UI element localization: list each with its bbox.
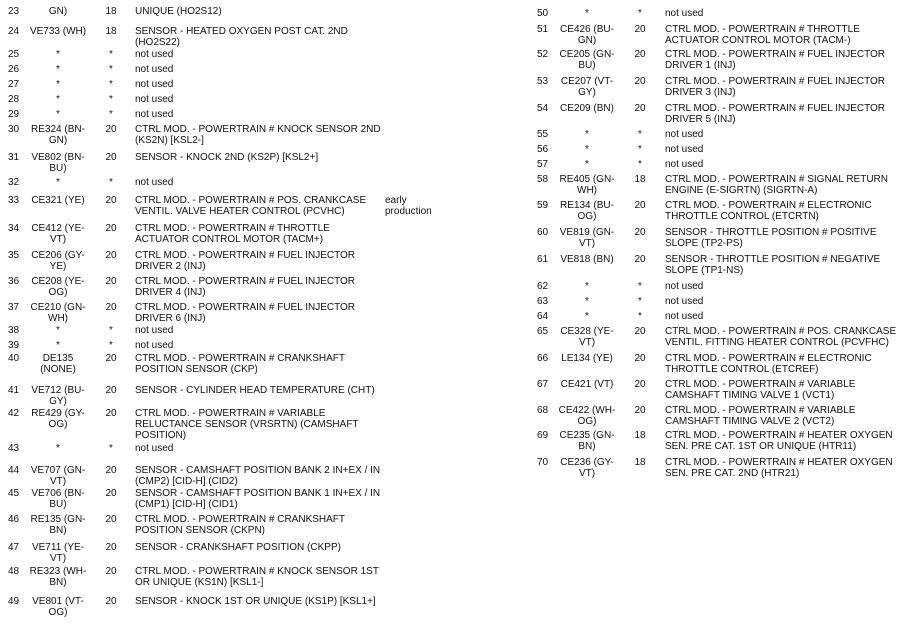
pin-description: SENSOR - THROTTLE POSITION # NEGATIVE SLOPE (TP1-NS) [665, 254, 881, 276]
pin-description: not used [665, 311, 704, 322]
pin-number: 55 [537, 129, 549, 140]
wire-id: * [56, 94, 60, 105]
pin-description: CTRL MOD. - POWERTRAIN # HEATER OXYGEN SEN. PRE CAT. 2ND (HTR21) [665, 457, 893, 479]
wire-gauge: 18 [634, 174, 646, 185]
pin-description: SENSOR - CAMSHAFT POSITION BANK 1 IN+EX / IN (CMP1) [CID-H] (CID1) [135, 488, 381, 510]
pin-description: SENSOR - THROTTLE POSITION # POSITIVE SLOPE (TP2-PS) [665, 227, 877, 249]
wire-gauge: * [638, 311, 642, 322]
wire-id: CE328 (YE-VT) [560, 326, 614, 348]
pin-description: CTRL MOD. - POWERTRAIN # KNOCK SENSOR 1ST OR UNIQUE (KS1N) [KSL1-] [135, 566, 379, 588]
pin-note: early production [385, 195, 432, 217]
wire-id: CE210 (GN-WH) [30, 302, 86, 324]
wire-id: RE324 (BN-GN) [31, 124, 85, 146]
pin-number: 62 [537, 281, 549, 292]
pin-description: CTRL MOD. - POWERTRAIN # FUEL INJECTOR DRIVER 6 (INJ) [135, 302, 356, 324]
pin-description: SENSOR - CYLINDER HEAD TEMPERATURE (CHT) [135, 385, 375, 396]
wire-gauge: * [109, 325, 113, 336]
pin-number: 60 [537, 227, 549, 238]
pin-number: 65 [537, 326, 549, 337]
pin-description: SENSOR - HEATED OXYGEN POST CAT. 2ND (HO2S22) [135, 26, 348, 48]
pin-description: CTRL MOD. - POWERTRAIN # FUEL INJECTOR DRIVER 3 (INJ) [665, 76, 886, 98]
wire-gauge: 20 [105, 250, 117, 261]
wire-id: CE321 (YE) [31, 195, 85, 206]
wire-gauge: 20 [105, 276, 117, 287]
wire-gauge: * [109, 79, 113, 90]
wire-gauge: 20 [105, 514, 117, 525]
wire-id: CE235 (GN-BN) [559, 430, 615, 452]
wire-id: CE209 (BN) [560, 103, 614, 114]
wire-gauge: 20 [634, 326, 646, 337]
pin-number: 46 [8, 514, 20, 525]
wire-id: * [585, 159, 589, 170]
wire-id: * [585, 296, 589, 307]
wire-gauge: 20 [105, 488, 117, 499]
pin-description: not used [665, 144, 704, 155]
wire-gauge: 20 [634, 353, 646, 364]
pin-description: not used [135, 443, 174, 454]
wire-id: * [56, 64, 60, 75]
pin-number: 38 [8, 325, 20, 336]
wire-id: CE412 (YE-VT) [31, 223, 85, 245]
pin-description: UNIQUE (HO2S12) [135, 6, 222, 17]
wire-id: * [56, 49, 60, 60]
wire-gauge: 18 [105, 26, 117, 37]
pin-number: 45 [8, 488, 20, 499]
wire-gauge: 20 [105, 302, 117, 313]
wire-id: * [585, 8, 589, 19]
pin-description: CTRL MOD. - POWERTRAIN # THROTTLE ACTUATOR CONTROL MOTOR (TACM+) [135, 223, 330, 245]
wire-id: VE733 (WH) [29, 26, 87, 37]
pin-description: CTRL MOD. - POWERTRAIN # SIGNAL RETURN ENGINE (E-SIGRTN) (SIGRTN-A) [665, 174, 888, 196]
pin-description: CTRL MOD. - POWERTRAIN # KNOCK SENSOR 2ND (KS2N) [KSL2-] [135, 124, 381, 146]
wire-id: CE236 (GY-VT) [560, 457, 614, 479]
wire-gauge: * [109, 64, 113, 75]
wire-id: CE207 (VT-GY) [560, 76, 614, 98]
wire-id: * [56, 177, 60, 188]
wire-id: VE712 (BU-GY) [31, 385, 85, 407]
pin-number: 63 [537, 296, 549, 307]
wire-gauge: 20 [634, 200, 646, 211]
pin-description: not used [135, 49, 174, 60]
wire-id: VE706 (BN-BU) [31, 488, 85, 510]
wire-id: * [585, 311, 589, 322]
wire-id: * [585, 129, 589, 140]
wire-gauge: 20 [634, 227, 646, 238]
pin-description: not used [135, 79, 174, 90]
pin-description: CTRL MOD. - POWERTRAIN # FUEL INJECTOR DRIVER 5 (INJ) [665, 103, 886, 125]
pin-number: 49 [8, 596, 20, 607]
pin-number: 68 [537, 405, 549, 416]
wire-id: LE134 (YE) [561, 353, 613, 364]
pin-number: 48 [8, 566, 20, 577]
wire-id: RE323 (WH-BN) [29, 566, 87, 588]
pin-number: 57 [537, 159, 549, 170]
pin-description: not used [135, 64, 174, 75]
pin-description: CTRL MOD. - POWERTRAIN # FUEL INJECTOR DRIVER 2 (INJ) [135, 250, 356, 272]
pin-number: 35 [8, 250, 20, 261]
wire-id: VE802 (BN-BU) [31, 152, 85, 174]
wire-id: DE135 (NONE) [40, 353, 76, 375]
pin-number: 50 [537, 8, 549, 19]
wire-id: * [56, 325, 60, 336]
pin-description: CTRL MOD. - POWERTRAIN # POS. CRANKCASE VENTIL. FITTING HEATER CONTROL (PCVFHC) [665, 326, 897, 348]
pin-description: SENSOR - KNOCK 1ST OR UNIQUE (KS1P) [KSL1+] [135, 596, 376, 607]
wire-gauge: 20 [105, 353, 117, 364]
pin-description: CTRL MOD. - POWERTRAIN # VARIABLE CAMSHAFT TIMING VALVE 2 (VCT2) [665, 405, 856, 427]
wire-id: * [56, 109, 60, 120]
wire-id: RE405 (GN-WH) [559, 174, 615, 196]
pin-number: 52 [537, 49, 549, 60]
wire-gauge: 20 [105, 124, 117, 135]
wire-gauge: 20 [105, 408, 117, 419]
wire-gauge: * [109, 443, 113, 454]
pin-description: CTRL MOD. - POWERTRAIN # CRANKSHAFT POSITION SENSOR (CKP) [135, 353, 345, 375]
wire-gauge: * [638, 144, 642, 155]
wire-id: VE707 (GN-VT) [30, 465, 86, 487]
pin-description: not used [135, 94, 174, 105]
pin-number: 47 [8, 542, 20, 553]
wire-id: CE426 (BU-GN) [560, 24, 614, 46]
wire-gauge: 20 [634, 76, 646, 87]
pin-description: CTRL MOD. - POWERTRAIN # POS. CRANKCASE VENTIL. VALVE HEATER CONTROL (PCVHC) [135, 195, 367, 217]
wire-gauge: * [109, 49, 113, 60]
wire-gauge: * [638, 296, 642, 307]
wire-gauge: * [638, 159, 642, 170]
wire-id: VE711 (YE-VT) [31, 542, 85, 564]
pin-number: 36 [8, 276, 20, 287]
wire-gauge: * [109, 177, 113, 188]
pin-number: 34 [8, 223, 20, 234]
pin-number: 30 [8, 124, 20, 135]
pin-number: 40 [8, 353, 20, 364]
pin-number: 70 [537, 457, 549, 468]
wire-id: CE208 (YE-OG) [31, 276, 85, 298]
wire-gauge: 20 [634, 379, 646, 390]
pin-number: 41 [8, 385, 20, 396]
wire-id: * [56, 79, 60, 90]
pin-description: not used [665, 129, 704, 140]
pin-description: not used [665, 8, 704, 19]
wire-gauge: 20 [634, 103, 646, 114]
pin-number: 69 [537, 430, 549, 441]
pin-number: 59 [537, 200, 549, 211]
pin-description: not used [665, 159, 704, 170]
pin-number: 37 [8, 302, 20, 313]
wire-gauge: * [638, 129, 642, 140]
pin-description: not used [135, 109, 174, 120]
pin-number: 23 [8, 6, 20, 17]
wire-gauge: 20 [105, 152, 117, 163]
wire-gauge: 20 [105, 596, 117, 607]
wire-gauge: 20 [105, 195, 117, 206]
pin-description: CTRL MOD. - POWERTRAIN # FUEL INJECTOR DRIVER 4 (INJ) [135, 276, 356, 298]
wire-id: * [585, 144, 589, 155]
wire-gauge: 20 [105, 223, 117, 234]
pin-number: 24 [8, 26, 20, 37]
pin-number: 27 [8, 79, 20, 90]
wire-gauge: * [109, 94, 113, 105]
pin-number: 58 [537, 174, 549, 185]
pin-description: not used [135, 177, 174, 188]
pin-number: 56 [537, 144, 549, 155]
wire-id: CE205 (GN-BU) [559, 49, 615, 71]
pin-description: CTRL MOD. - POWERTRAIN # VARIABLE RELUCTANCE SENSOR (VRSRTN) (CAMSHAFT POSITION) [135, 408, 359, 441]
wire-gauge: 20 [105, 566, 117, 577]
pin-description: SENSOR - CAMSHAFT POSITION BANK 2 IN+EX / IN (CMP2) [CID-H] (CID2) [135, 465, 381, 487]
pin-number: 39 [8, 340, 20, 351]
wire-gauge: 20 [105, 385, 117, 396]
wire-gauge: * [638, 8, 642, 19]
pin-number: 31 [8, 152, 20, 163]
wire-id: CE421 (VT) [560, 379, 614, 390]
wire-gauge: 20 [634, 49, 646, 60]
wire-id: * [56, 443, 60, 454]
pin-description: SENSOR - CRANKSHAFT POSITION (CKPP) [135, 542, 341, 553]
pin-number: 28 [8, 94, 20, 105]
wire-id: VE818 (BN) [560, 254, 614, 265]
wire-id: RE429 (GY-OG) [31, 408, 85, 430]
pin-number: 25 [8, 49, 20, 60]
wire-id: RE134 (BU-OG) [560, 200, 614, 222]
pin-description: not used [135, 340, 174, 351]
pin-description: SENSOR - KNOCK 2ND (KS2P) [KSL2+] [135, 152, 319, 163]
wire-gauge: 20 [105, 542, 117, 553]
wire-gauge: 20 [634, 405, 646, 416]
pin-description: CTRL MOD. - POWERTRAIN # ELECTRONIC THROTTLE CONTROL (ETCREF) [665, 353, 872, 375]
pin-number: 64 [537, 311, 549, 322]
wire-id: VE819 (GN-VT) [559, 227, 615, 249]
wire-gauge: 18 [105, 6, 117, 17]
pin-description: CTRL MOD. - POWERTRAIN # CRANKSHAFT POSITION SENSOR (CKPN) [135, 514, 345, 536]
pin-number: 51 [537, 24, 549, 35]
pin-description: CTRL MOD. - POWERTRAIN # FUEL INJECTOR DRIVER 1 (INJ) [665, 49, 886, 71]
wire-id: * [56, 340, 60, 351]
wire-gauge: * [638, 281, 642, 292]
pin-number: 42 [8, 408, 20, 419]
pin-number: 32 [8, 177, 20, 188]
pin-number: 53 [537, 76, 549, 87]
pin-number: 67 [537, 379, 549, 390]
pin-description: CTRL MOD. - POWERTRAIN # THROTTLE ACTUATOR CONTROL MOTOR (TACM-) [665, 24, 860, 46]
wire-gauge: 20 [634, 254, 646, 265]
pin-number: 29 [8, 109, 20, 120]
wire-id: CE206 (GY-YE) [31, 250, 85, 272]
wire-gauge: * [109, 109, 113, 120]
pin-description: CTRL MOD. - POWERTRAIN # HEATER OXYGEN SEN. PRE CAT. 1ST OR UNIQUE (HTR11) [665, 430, 893, 452]
wire-gauge: 20 [634, 24, 646, 35]
wire-gauge: 20 [105, 465, 117, 476]
wire-id: GN) [48, 6, 68, 17]
wire-gauge: 18 [634, 430, 646, 441]
wire-id: * [585, 281, 589, 292]
pin-number: 26 [8, 64, 20, 75]
pin-description: not used [135, 325, 174, 336]
pin-description: not used [665, 281, 704, 292]
pin-number: 43 [8, 443, 20, 454]
pin-number: 66 [537, 353, 549, 364]
wire-id: CE422 (WH-OG) [558, 405, 616, 427]
pin-number: 61 [537, 254, 549, 265]
pin-description: CTRL MOD. - POWERTRAIN # ELECTRONIC THROTTLE CONTROL (ETCRTN) [665, 200, 872, 222]
pin-number: 33 [8, 195, 20, 206]
wire-gauge: 18 [634, 457, 646, 468]
wire-id: RE135 (GN-BN) [30, 514, 86, 536]
pin-number: 44 [8, 465, 20, 476]
wire-id: VE801 (VT-OG) [32, 596, 84, 618]
pin-description: CTRL MOD. - POWERTRAIN # VARIABLE CAMSHAFT TIMING VALVE 1 (VCT1) [665, 379, 856, 401]
pin-number: 54 [537, 103, 549, 114]
pin-description: not used [665, 296, 704, 307]
wire-gauge: * [109, 340, 113, 351]
